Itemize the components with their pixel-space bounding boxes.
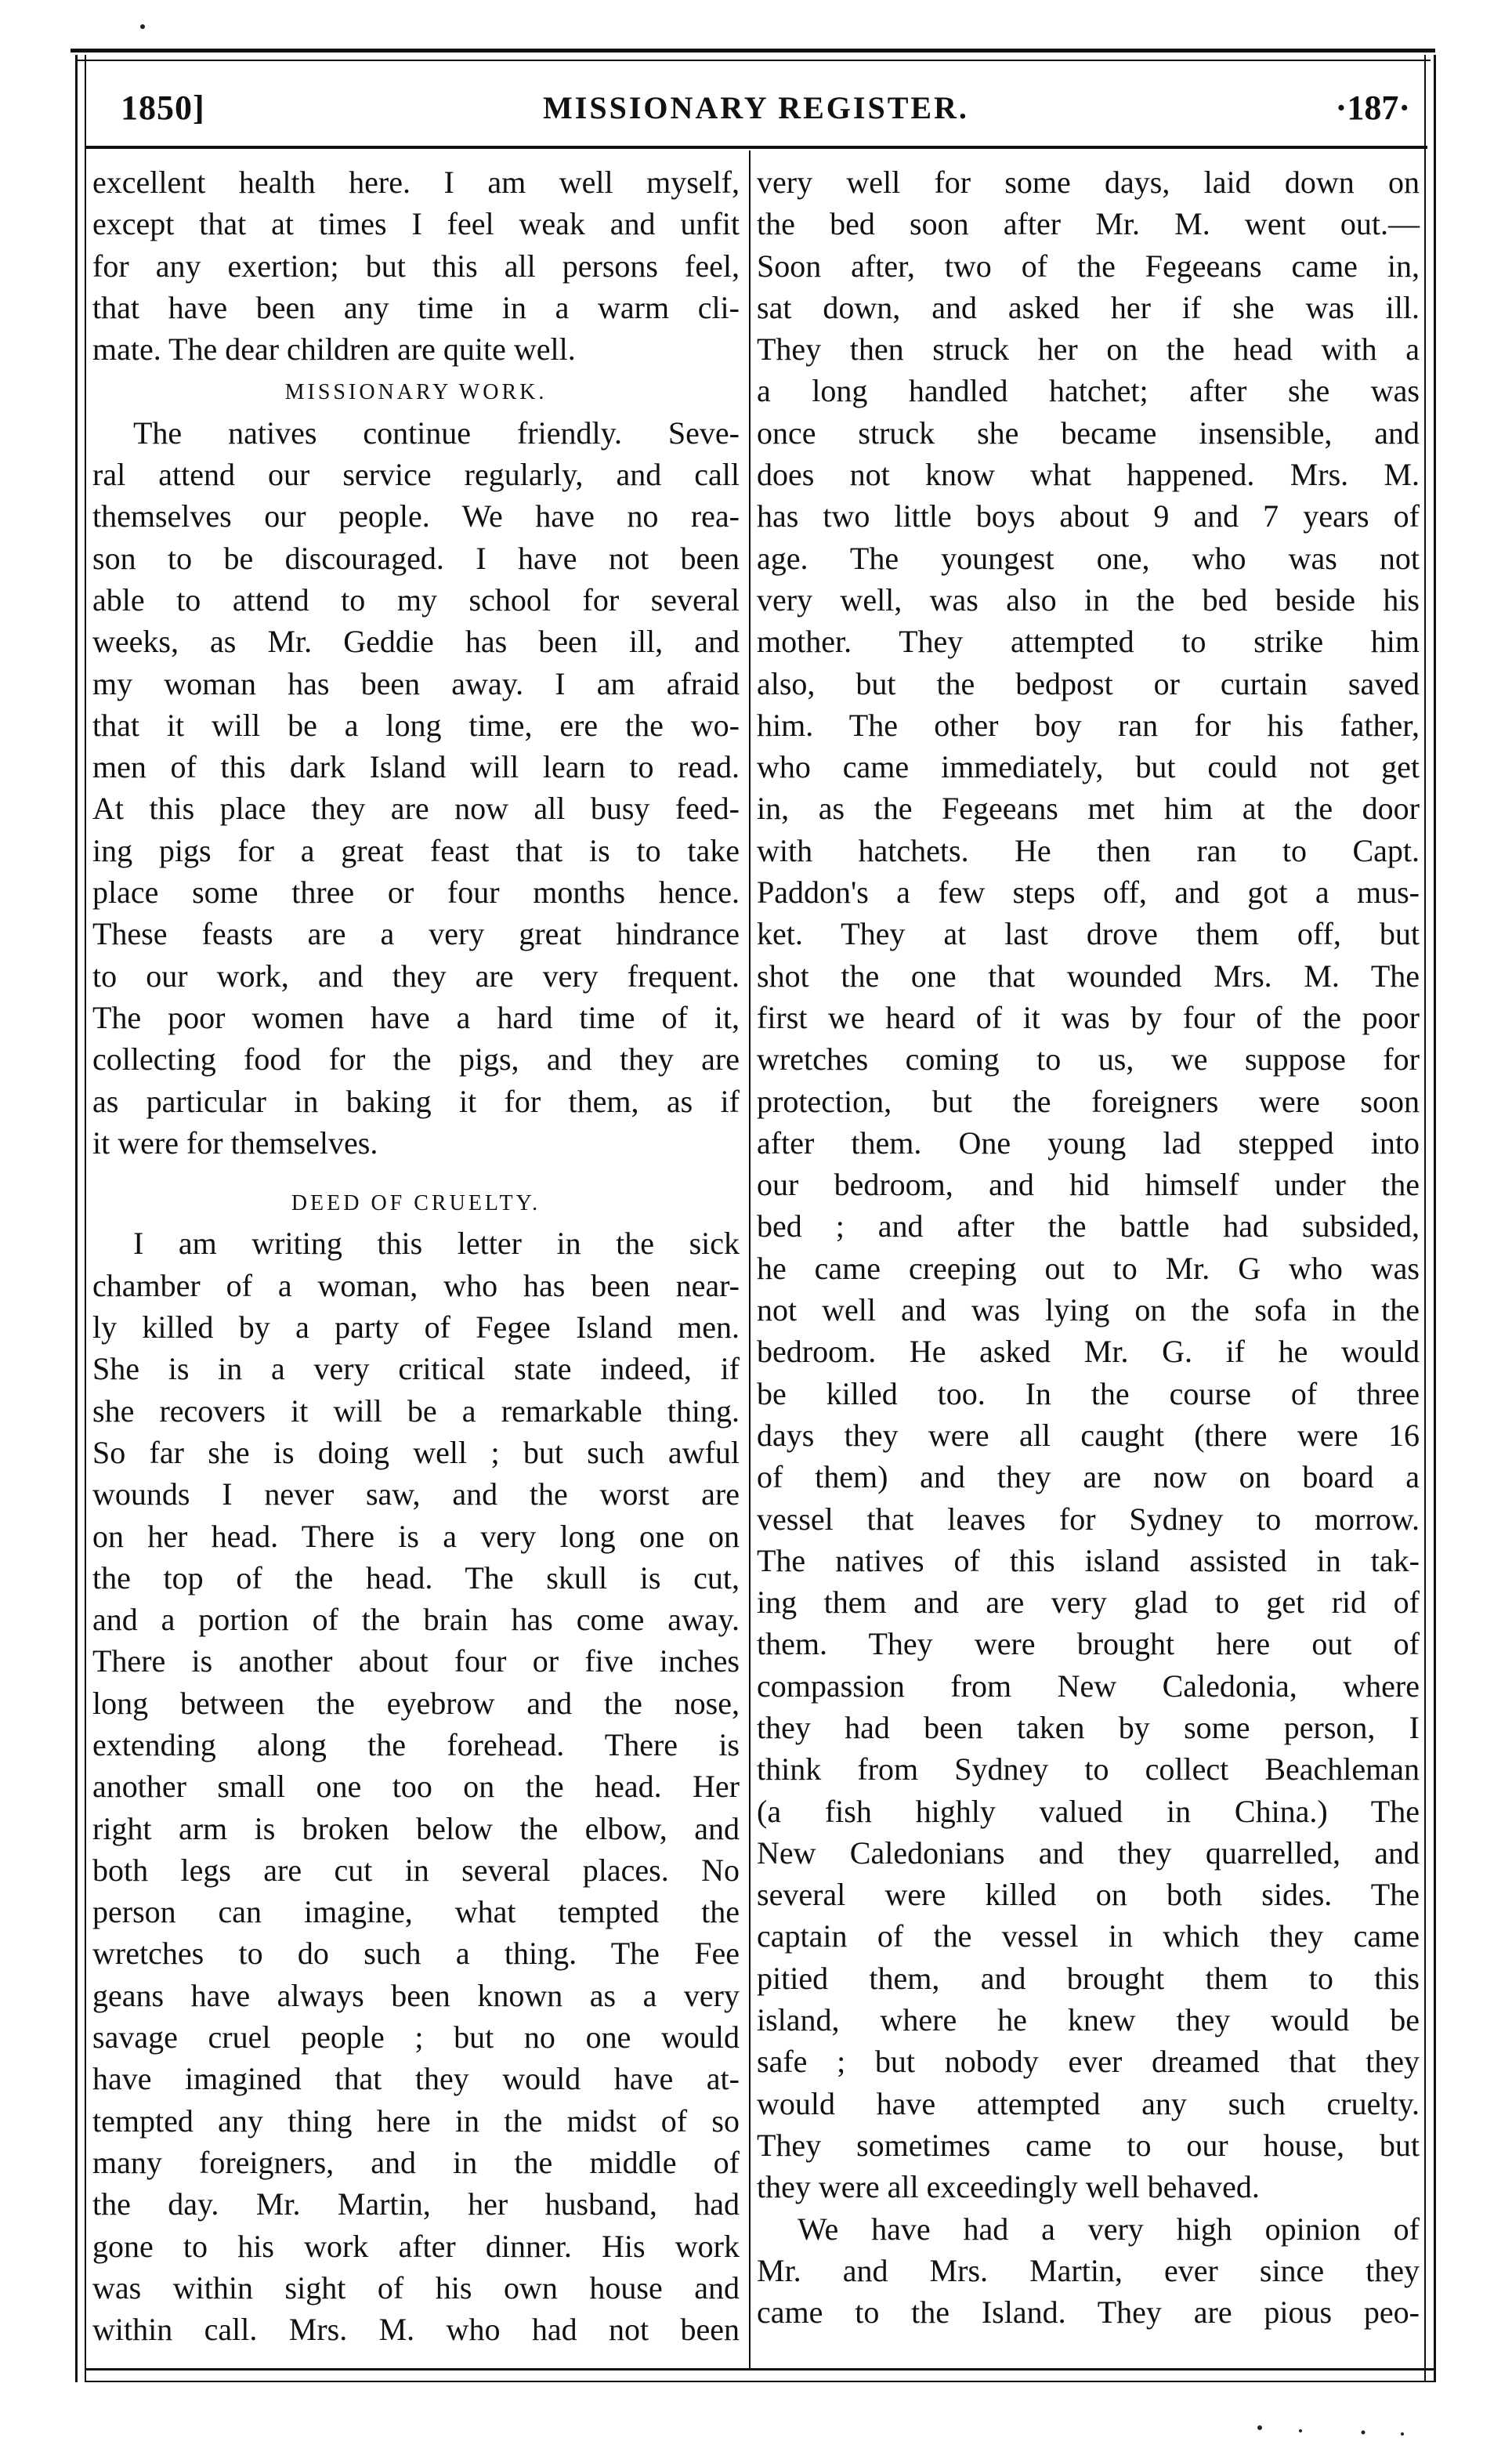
text-line: to our work, and they are very frequent. [92,958,740,994]
text-line: (a fish highly valued in China.) The [757,1793,1420,1829]
text-line: that it will be a long time, ere the wo- [92,707,740,743]
text-line: mother. They attempted to strike him [757,624,1420,660]
text-line: after them. One young lad stepped into [757,1125,1420,1161]
left-border-rule [75,55,78,2382]
header-page-number: ·187· [1335,89,1410,127]
text-line: with hatchets. He then ran to Capt. [757,832,1420,868]
text-line: first we heard of it was by four of the poor [757,999,1420,1035]
text-line: think from Sydney to collect Beachleman [757,1751,1420,1787]
text-line: tempted any thing here in the midst of so [92,2102,740,2139]
text-line: The poor women have a hard time of it, [92,999,740,1035]
text-line: they had been taken by some person, I [757,1709,1420,1745]
left-column [92,161,740,2350]
text-line: ral attend our service regularly, and call [92,457,740,493]
running-header [94,88,1418,143]
text-line: captain of the vessel in which they came [757,1918,1420,1954]
right-border-rule-inner [1424,55,1426,2382]
text-line: would have attempted any such cruelty. [757,2085,1420,2121]
text-line: extending along the forehead. There is [92,1726,740,1762]
text-line: So far she is doing well ; but such awful [92,1434,740,1470]
text-line: my woman has been away. I am afraid [92,665,740,701]
text-line: They then struck her on the head with a [757,331,1420,368]
text-line: place some three or four months hence. [92,875,740,911]
text-line: wretches coming to us, we suppose for [757,1041,1420,1078]
text-line: except that at times I feel weak and unfit [92,206,740,242]
text-line: Mr. and Mrs. Martin, ever since they [757,2252,1420,2288]
text-line: as particular in baking it for them, as if [92,1083,740,1119]
text-line: ly killed by a party of Fegee Island men. [92,1309,740,1346]
text-line: shot the one that wounded Mrs. M. The [757,958,1420,994]
text-line: collecting food for the pigs, and they are [92,1041,740,1078]
text-line: gone to his work after dinner. His work [92,2228,740,2264]
text-line: was within sight of his own house and [92,2269,740,2305]
text-line: wounds I never saw, and the worst are [92,1476,740,1512]
text-line: another small one too on the head. Her [92,1769,740,1805]
text-line: They sometimes came to our house, but [757,2127,1420,2163]
text-line: We have had a very high opinion of [798,2211,1420,2247]
text-line: bed ; and after the battle had subsided, [757,1208,1420,1244]
text-line: The natives of this island assisted in tak- [757,1542,1420,1578]
section-heading: MISSIONARY WORK. [284,380,548,405]
text-line: that have been any time in a warm cli- [92,289,740,325]
text-line: pitied them, and brought them to this [757,1960,1420,1996]
text-line: very well, was also in the bed beside his [757,581,1420,618]
section-heading: DEED OF CRUELTY. [291,1191,541,1216]
text-line: These feasts are a very great hindrance [92,916,740,952]
text-line: vessel that leaves for Sydney to morrow. [757,1501,1420,1537]
column-divider [749,150,751,2368]
text-line: bedroom. He asked Mr. G. if he would [757,1334,1420,1370]
text-line: the bed soon after Mr. M. went out.— [757,206,1420,242]
text-line: age. The youngest one, who was not [757,540,1420,576]
text-line: not well and was lying on the sofa in the [757,1292,1420,1328]
text-line: the top of the head. The skull is cut, [92,1559,740,1595]
text-line: several were killed on both sides. The [757,1877,1420,1913]
text-line: New Caledonians and they quarrelled, and [757,1834,1420,1871]
text-line: ing pigs for a great feast that is to take [92,832,740,868]
header-year: 1850] [121,89,205,127]
text-line: chamber of a woman, who has been near- [92,1267,740,1303]
text-line: who came immediately, but could not get [757,749,1420,785]
text-line: themselves our people. We have no rea- [92,498,740,534]
text-line: person can imagine, what tempted the [92,1894,740,1930]
text-line: him. The other boy ran for his father, [757,707,1420,743]
text-line: sat down, and asked her if she was ill. [757,289,1420,325]
text-line: ing them and are very glad to get rid of [757,1585,1420,1621]
text-line: for any exertion; but this all persons feel, [92,248,740,284]
text-line: The natives continue friendly. Seve- [133,415,740,451]
top-border-rule-inner [75,60,1431,61]
text-line: At this place they are now all busy feed- [92,791,740,827]
text-line: a long handled hatchet; after she was [757,373,1420,409]
text-line: and a portion of the brain has come away. [92,1602,740,1638]
text-line: on her head. There is a very long one on [92,1518,740,1554]
text-line: the day. Mr. Martin, her husband, had [92,2186,740,2222]
right-border-rule [1434,55,1436,2382]
text-line: mate. The dear children are quite well. [92,331,576,368]
text-line: weeks, as Mr. Geddie has been ill, and [92,624,740,660]
text-line: has two little boys about 9 and 7 years of [757,498,1420,534]
text-line: excellent health here. I am well myself, [92,165,740,200]
bottom-border-rule [86,2368,1434,2371]
text-line: in, as the Fegeeans met him at the door [757,791,1420,827]
text-line: once struck she became insensible, and [757,415,1420,451]
paragraph-gap [92,1164,740,1181]
text-line: he came creeping out to Mr. G who was [757,1250,1420,1286]
left-border-rule-inner [85,55,86,2382]
text-line: able to attend to my school for several [92,581,740,618]
header-divider [85,146,1427,149]
text-line: protection, but the foreigners were soon [757,1083,1420,1119]
text-line: long between the eyebrow and the nose, [92,1685,740,1721]
text-line: she recovers it will be a remarkable thing. [92,1393,740,1429]
text-line: Soon after, two of the Fegeeans came in, [757,248,1420,284]
text-line: There is another about four or five inches [92,1643,740,1679]
header-title: MISSIONARY REGISTER. [543,90,969,125]
bottom-border-rule-inner [86,2381,1434,2382]
text-line: came to the Island. They are pious peo- [757,2294,1420,2331]
text-line: our bedroom, and hid himself under the [757,1167,1420,1203]
text-line: days they were all caught (there were 16 [757,1417,1420,1453]
text-line: wretches to do such a thing. The Fee [92,1936,740,1972]
text-line: very well for some days, laid down on [757,165,1420,200]
text-line: son to be discouraged. I have not been [92,540,740,576]
text-line: them. They were brought here out of [757,1626,1420,1662]
text-line: island, where he knew they would be [757,2002,1420,2038]
text-line: savage cruel people ; but no one would [92,2019,740,2055]
text-line: She is in a very critical state indeed, if [92,1351,740,1387]
text-line: also, but the bedpost or curtain saved [757,665,1420,701]
text-line: have imagined that they would have at- [92,2061,740,2097]
text-line: geans have always been known as a very [92,1977,740,2013]
text-line: compassion from New Caledonia, where [757,1668,1420,1704]
text-line: be killed too. In the course of three [757,1375,1420,1411]
text-line: of them) and they are now on board a [757,1459,1420,1495]
right-column [757,161,1420,2333]
text-line: men of this dark Island will learn to read. [92,749,740,785]
text-line: Paddon's a few steps off, and got a mus- [757,875,1420,911]
text-line: within call. Mrs. M. who had not been [92,2312,740,2348]
top-border-rule [71,49,1435,53]
text-line: they were all exceedingly well behaved. [757,2169,1260,2205]
text-line: right arm is broken below the elbow, and [92,1810,740,1846]
text-line: does not know what happened. Mrs. M. [757,457,1420,493]
text-line: safe ; but nobody ever dreamed that they [757,2044,1420,2080]
text-line: I am writing this letter in the sick [133,1226,740,1262]
text-line: many foreigners, and in the middle of [92,2144,740,2180]
text-line: it were for themselves. [92,1125,378,1161]
text-line: ket. They at last drove them off, but [757,916,1420,952]
text-line: both legs are cut in several places. No [92,1852,740,1888]
